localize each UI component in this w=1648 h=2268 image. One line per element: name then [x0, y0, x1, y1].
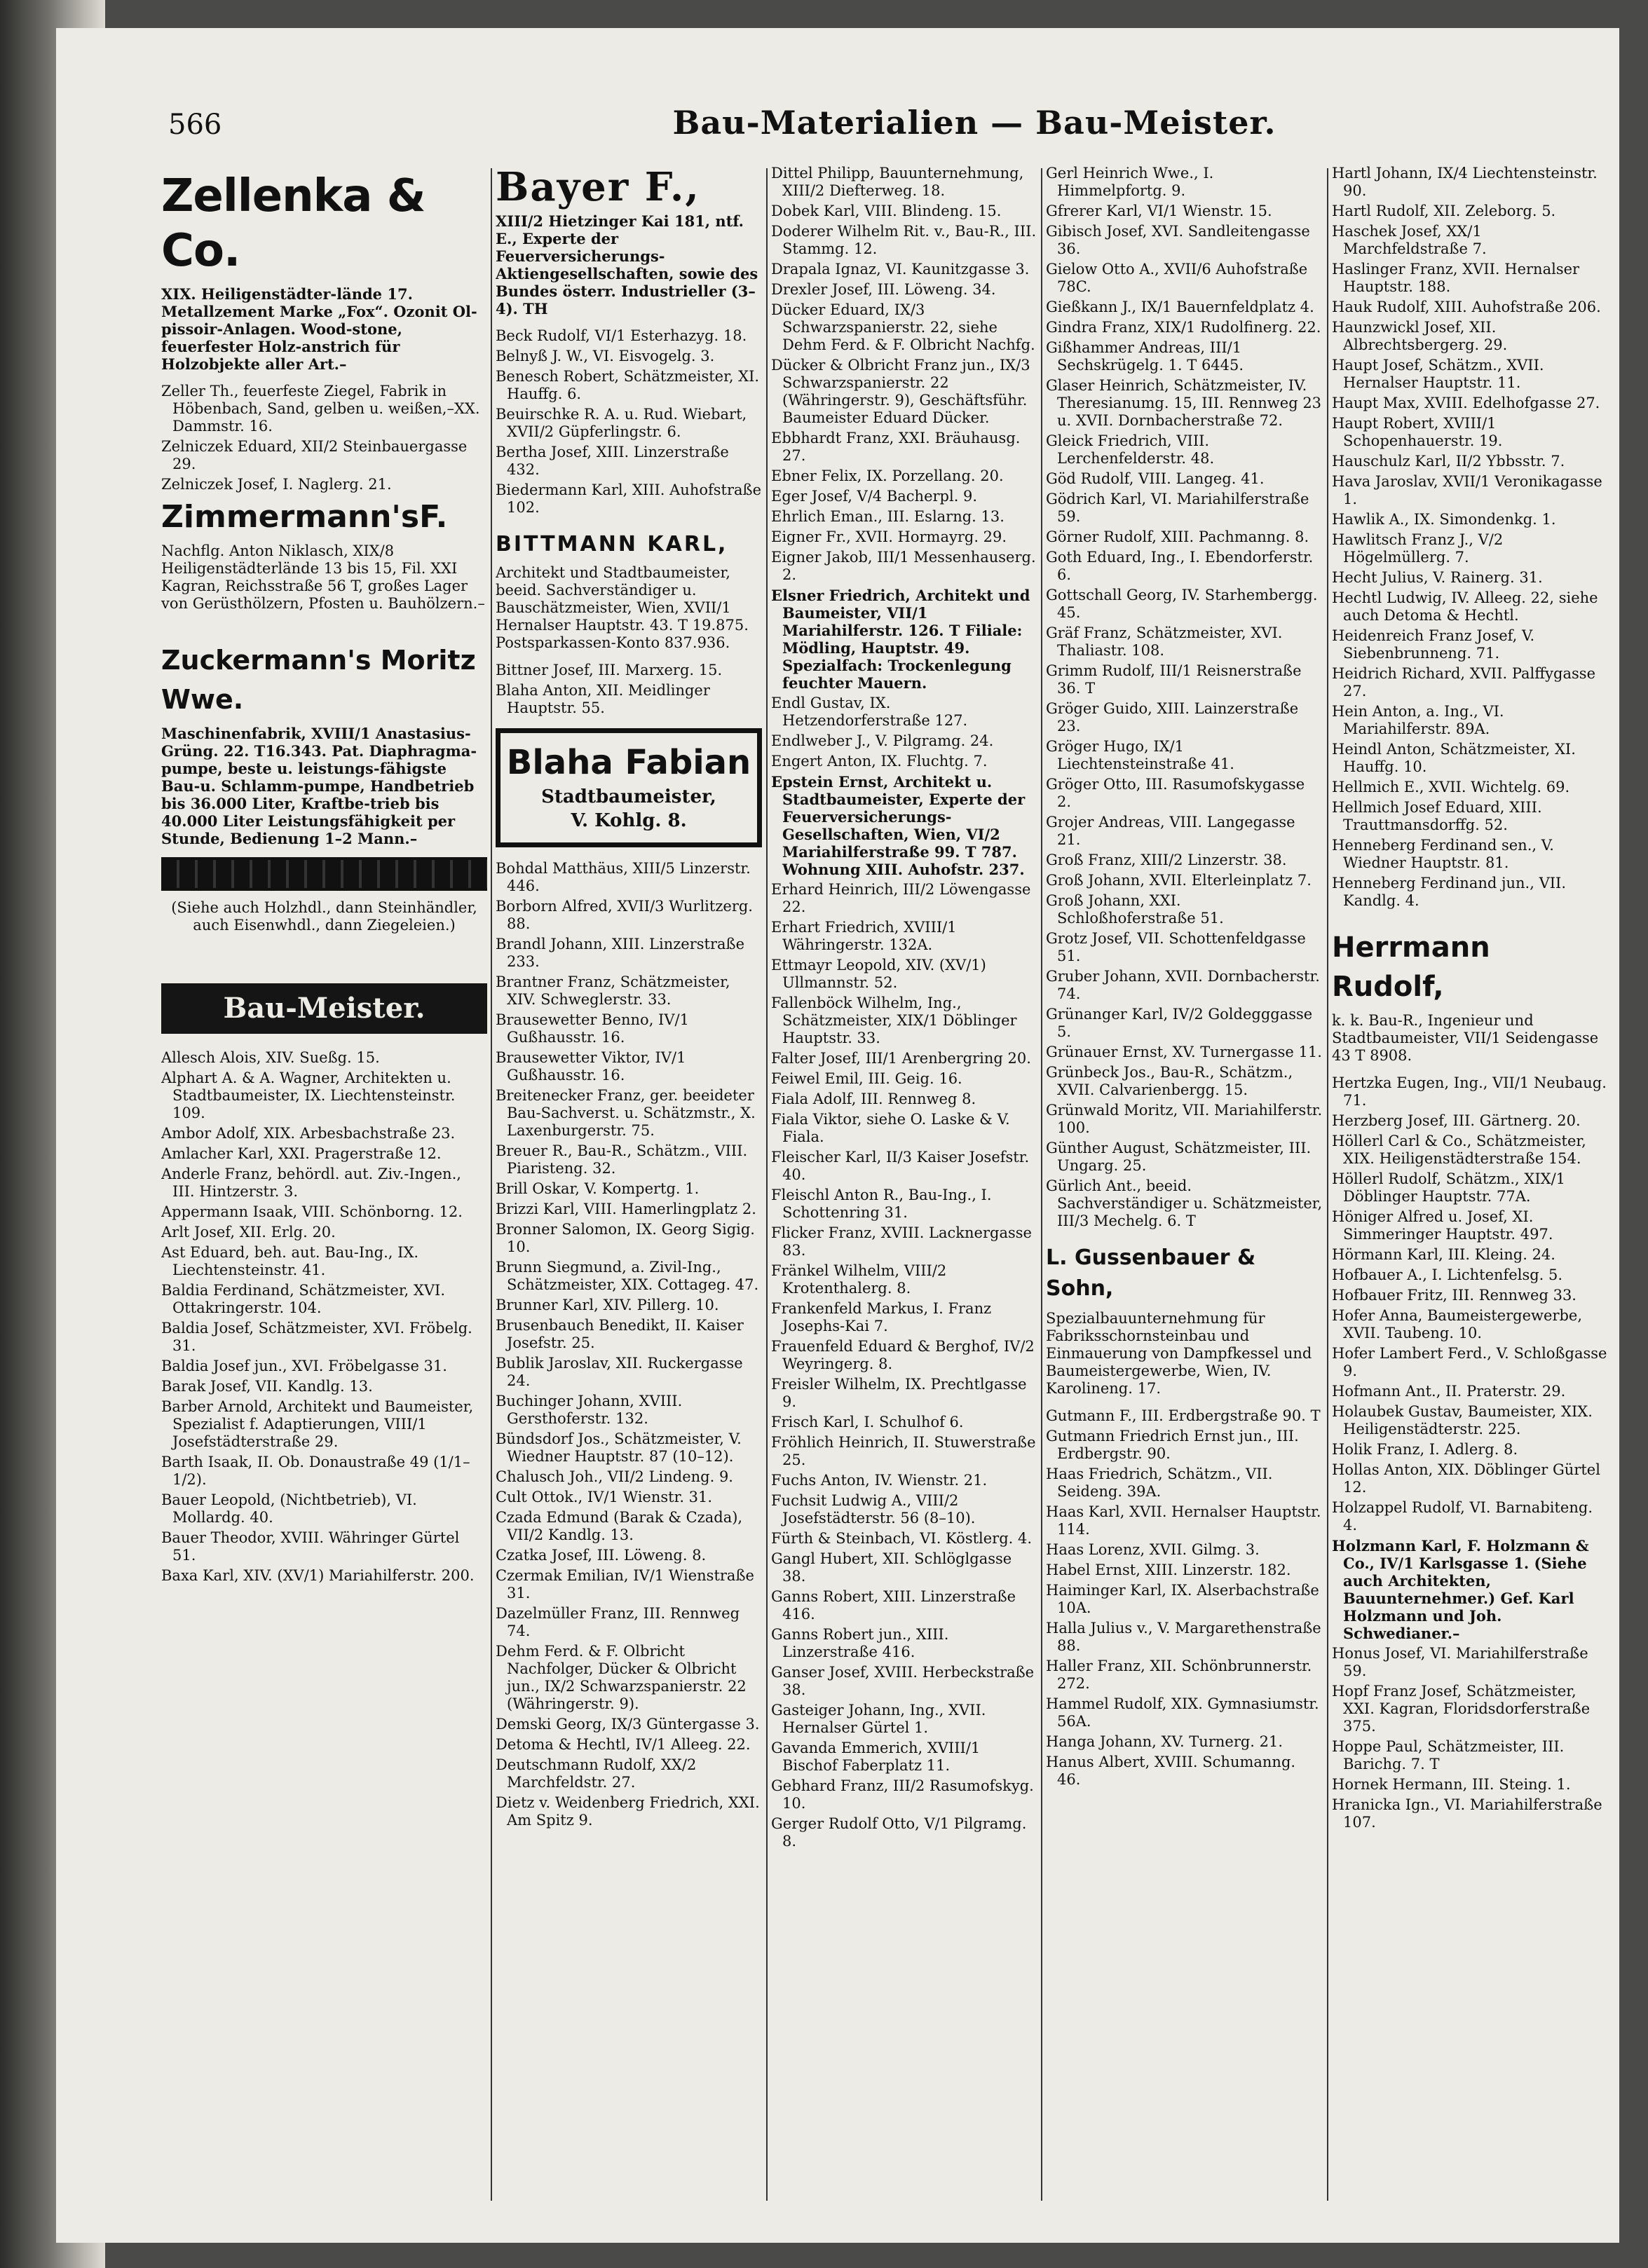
listing-entry: Gibisch Josef, XVI. Sandleitengasse 36. [1046, 223, 1310, 257]
listing-entry: Breitenecker Franz, ger. beeideter Bau-Sachverst. u. Schätzmstr., X. Laxenburgerstr. 75. [496, 1087, 756, 1139]
listing-entry: Fuchs Anton, IV. Wienstr. 21. [771, 1472, 988, 1489]
listing-entry: Ambor Adolf, XIX. Arbesbachstraße 23. [161, 1125, 456, 1142]
listing-entry: Anderle Franz, behördl. aut. Ziv.-Ingen., III. Hintzerstr. 3. [161, 1166, 461, 1200]
listing-entry: Dittel Philipp, Bauunternehmung, XIII/2 Diefterweg. 18. [771, 165, 1024, 199]
listing-entry: Heindl Anton, Schätzmeister, XI. Hauffg. 10. [1332, 741, 1576, 775]
listing-entry: Barak Josef, VII. Kandlg. 13. [161, 1378, 373, 1395]
listing-entry: Brausewetter Benno, IV/1 Gußhausstr. 16. [496, 1011, 689, 1046]
ad-bayer-text: XIII/2 Hietzinger Kai 181, ntf. E., Experte der Feuerversicherungs-Aktiengesellschaften, sowie des Bundes österr. Industrieller (3–4). TH [496, 212, 758, 317]
listing-entry: Alphart A. & A. Wagner, Architekten u. Stadtbaumeister, IX. Liechtensteinstr. 109. [161, 1070, 456, 1121]
listing-entry: Erhard Heinrich, III/2 Löwengasse 22. [771, 881, 1031, 915]
decorative-band [161, 857, 487, 891]
listing-entry: Fiala Adolf, III. Rennweg 8. [771, 1091, 976, 1107]
listing-entry: Baldia Josef, Schätzmeister, XVI. Fröbelg. 31. [161, 1320, 472, 1354]
listing-entry: Eger Josef, V/4 Bacherpl. 9. [771, 488, 978, 505]
listing-entry: Gröger Otto, III. Rasumofskygasse 2. [1046, 776, 1305, 810]
listing-entry: Ganser Josef, XVIII. Herbeckstraße 38. [771, 1664, 1035, 1698]
listing-entry: Fröhlich Heinrich, II. Stuwerstraße 25. [771, 1434, 1036, 1468]
listing-entry: Goth Eduard, Ing., I. Ebendorferstr. 6. [1046, 549, 1314, 583]
listing-entry: Habel Ernst, XIII. Linzerstr. 182. [1046, 1562, 1291, 1578]
listing-entry: Allesch Alois, XIV. Sueßg. 15. [161, 1049, 380, 1066]
listing-entry: Brunn Siegmund, a. Zivil-Ing., Schätzmeister, XIX. Cottageg. 47. [496, 1259, 759, 1293]
listing-entry: Fleischl Anton R., Bau-Ing., I. Schottenring 31. [771, 1187, 992, 1221]
listing-entry: Halla Julius v., V. Margarethenstraße 88. [1046, 1620, 1321, 1654]
page-title: Bau-Materialien — Bau-Meister. [672, 104, 1276, 142]
directory-page [56, 28, 1619, 2243]
listing-entry: Heidenreich Franz Josef, V. Siebenbrunneng. 71. [1332, 627, 1535, 662]
listing-entry: Haller Franz, XII. Schönbrunnerstr. 272. [1046, 1658, 1312, 1692]
listing-entry: Honus Josef, VI. Mariahilferstraße 59. [1332, 1645, 1588, 1679]
listing-entry: Baldia Josef jun., XVI. Fröbelgasse 31. [161, 1358, 447, 1374]
listing-entry: Hauschulz Karl, II/2 Ybbsstr. 7. [1332, 453, 1565, 470]
listing-entry: Hoppe Paul, Schätzmeister, III. Barichg. 7. T [1332, 1738, 1565, 1772]
ad-gussenbauer-name: L. Gussenbauer & Sohn, [1046, 1245, 1256, 1301]
ad-zimmermann-text: Nachflg. Anton Niklasch, XIX/8 Heiligenstädterlände 13 bis 15, Fil. XXI Kagran, Reichsstraße 56 T, großes Lager von Gerüsthölzern, Pfosten u. Bauhölzern.– [161, 542, 485, 612]
listing-entry: Hartl Rudolf, XII. Zeleborg. 5. [1332, 203, 1556, 219]
listing-entry: Grotz Josef, VII. Schottenfeldgasse 51. [1046, 930, 1306, 964]
listing-entry: Doderer Wilhelm Rit. v., Bau-R., III. Stammg. 12. [771, 223, 1037, 257]
listing-entry: Groß Johann, XVII. Elterleinplatz 7. [1046, 872, 1312, 889]
listing-entry: Hechtl Ludwig, IV. Alleeg. 22, siehe auch Detoma & Hechtl. [1332, 589, 1598, 624]
listing-entry: Holik Franz, I. Adlerg. 8. [1332, 1441, 1518, 1458]
listing-entry: Ebbhardt Franz, XXI. Bräuhausg. 27. [771, 430, 1021, 464]
listing-entry: Gutmann Friedrich Ernst jun., III. Erdbergstr. 90. [1046, 1428, 1299, 1462]
listing-entry: Detoma & Hechtl, IV/1 Alleeg. 22. [496, 1736, 751, 1753]
listing-entry: Gerl Heinrich Wwe., I. Himmelpfortg. 9. [1046, 165, 1214, 199]
listing-entry: Czatka Josef, III. Löweng. 8. [496, 1547, 707, 1564]
listing-entry: Beuirschke R. A. u. Rud. Wiebart, XVII/2 Güpferlingstr. 6. [496, 406, 747, 440]
listing-entry: Groß Franz, XIII/2 Linzerstr. 38. [1046, 852, 1287, 868]
column-rule [766, 168, 768, 2201]
column-1 [161, 165, 487, 2197]
listing-entry: Zeller Th., feuerfeste Ziegel, Fabrik in Höbenbach, Sand, gelben u. weißen,–XX. Dammstr. 16. [161, 383, 480, 435]
column-3 [771, 165, 1037, 2197]
listing-entry: Brunner Karl, XIV. Pillerg. 10. [496, 1297, 719, 1313]
column-rule [1041, 168, 1042, 2201]
listing-entry: Erhart Friedrich, XVIII/1 Währingerstr. 132A. [771, 919, 957, 953]
listing-entry: Cult Ottok., IV/1 Wienstr. 31. [496, 1489, 713, 1505]
listing-entry: Brusenbauch Benedikt, II. Kaiser Josefstr. 25. [496, 1317, 744, 1351]
listing-entry: Bauer Theodor, XVIII. Währinger Gürtel 51. [161, 1529, 460, 1564]
listing-entry: Falter Josef, III/1 Arenbergring 20. [771, 1050, 1031, 1067]
listing-entry: Dehm Ferd. & F. Olbricht Nachfolger, Dücker & Olbricht jun., IX/2 Schwarzspanierstr. 22 (Währingerstr. 9). [496, 1643, 747, 1712]
listing-entry: Freisler Wilhelm, IX. Prechtlgasse 9. [771, 1376, 1027, 1410]
ad-bittmann-name: BITTMANN KARL, [496, 532, 728, 556]
listing-entry: Endl Gustav, IX. Hetzendorferstraße 127. [771, 695, 968, 729]
listing-entry: Gutmann F., III. Erdbergstraße 90. T [1046, 1407, 1321, 1424]
listing-entry: Grojer Andreas, VIII. Langegasse 21. [1046, 814, 1295, 848]
listing-entry: Epstein Ernst, Architekt u. Stadtbaumeister, Experte der Feuerversicherungs-Gesellschaften, Wien, VI/2 Mariahilferstraße 99. T 787. Wohnung XIII. Auhofstr. 237. [771, 773, 1026, 878]
listing-entry: Dücker & Olbricht Franz jun., IX/3 Schwarzspanierstr. 22 (Währingerstr. 9), Geschäftsführ. Baumeister Eduard Dücker. [771, 357, 1030, 426]
listing-entry: Fränkel Wilhelm, VIII/2 Krotenthalerg. 8. [771, 1262, 947, 1297]
listing-entry: Göd Rudolf, VIII. Langeg. 41. [1046, 470, 1265, 487]
listing-entry: Drapala Ignaz, VI. Kaunitzgasse 3. [771, 261, 1030, 278]
listing-entry: Gürlich Ant., beeid. Sachverständiger u. Schätzmeister, III/3 Mechelg. 6. T [1046, 1177, 1323, 1229]
listing-entry: Frisch Karl, I. Schulhof 6. [771, 1414, 964, 1430]
listing-entry: Heidrich Richard, XVII. Palffygasse 27. [1332, 665, 1595, 699]
column-5 [1332, 165, 1609, 2197]
listing-entry: Gangl Hubert, XII. Schlöglgasse 38. [771, 1550, 1012, 1585]
listing-entry: Barber Arnold, Architekt und Baumeister, Spezialist f. Adaptierungen, VIII/1 Josefstädterstraße 29. [161, 1398, 474, 1450]
listing-entry: Henneberg Ferdinand sen., V. Wiedner Hauptstr. 81. [1332, 837, 1554, 871]
listing-entry: Höllerl Rudolf, Schätzm., XIX/1 Döblinger Hauptstr. 77A. [1332, 1170, 1566, 1205]
section-heading: Bau-Meister. [161, 983, 487, 1034]
listing-entry: Gruber Johann, XVII. Dornbacherstr. 74. [1046, 968, 1320, 1002]
listing-entry: Chalusch Joh., VII/2 Lindeng. 9. [496, 1468, 733, 1485]
listing-entry: Breuer R., Bau-R., Schätzm., VIII. Piaristeng. 32. [496, 1142, 748, 1177]
listing-entry: Benesch Robert, Schätzmeister, XI. Hauffg. 6. [496, 368, 760, 402]
listing-entry: Dobek Karl, VIII. Blindeng. 15. [771, 203, 1002, 219]
listing-entry: Hellmich E., XVII. Wichtelg. 69. [1332, 779, 1570, 795]
listing-entry: Gröger Hugo, IX/1 Liechtensteinstraße 41. [1046, 738, 1234, 772]
listing-entry: Baxa Karl, XIV. (XV/1) Mariahilferstr. 200. [161, 1567, 475, 1584]
column-rule [491, 168, 492, 2201]
listing-entry: Henneberg Ferdinand jun., VII. Kandlg. 4. [1332, 875, 1567, 909]
listing-entry: Brandl Johann, XIII. Linzerstraße 233. [496, 936, 744, 970]
column-2 [496, 165, 762, 2197]
listing-entry: Drexler Josef, III. Löweng. 34. [771, 281, 996, 298]
listing-entry: Brausewetter Viktor, IV/1 Gußhausstr. 16. [496, 1049, 686, 1084]
listing-entry: Ast Eduard, beh. aut. Bau-Ing., IX. Liechtensteinstr. 41. [161, 1244, 419, 1278]
listing-entry: Brantner Franz, Schätzmeister, XIV. Schweglerstr. 33. [496, 974, 730, 1008]
listing-entry: Fürth & Steinbach, VI. Köstlerg. 4. [771, 1530, 1033, 1547]
listing-entry: Hofer Lambert Ferd., V. Schloßgasse 9. [1332, 1345, 1607, 1379]
ad-zuckermann-name: Zuckermann's Moritz Wwe. [161, 645, 476, 715]
listing-entry: Hanus Albert, XVIII. Schumanng. 46. [1046, 1754, 1296, 1788]
listing-entry: Haunzwickl Josef, XII. Albrechtsbergerg. 29. [1332, 319, 1508, 353]
listing-entry: Herzberg Josef, III. Gärtnerg. 20. [1332, 1112, 1581, 1129]
listing-entry: Hofbauer Fritz, III. Rennweg 33. [1332, 1287, 1577, 1304]
ad-zimmermann-name: Zimmermann'sF. [161, 499, 448, 535]
listing-entry: Arlt Josef, XII. Erlg. 20. [161, 1224, 336, 1241]
listing-entry: Grünwald Moritz, VII. Mariahilferstr. 100. [1046, 1102, 1323, 1136]
listing-entry: Elsner Friedrich, Architekt und Baumeister, VII/1 Mariahilferstr. 126. T Filiale: Mödling, Hauptstr. 49. Spezialfach: Trockenlegung feuchter Mauern. [771, 587, 1030, 692]
listing-entry: Bohdal Matthäus, XIII/5 Linzerstr. 446. [496, 860, 751, 894]
listing-entry: Bertha Josef, XIII. Linzerstraße 432. [496, 444, 729, 478]
listing-entry: Fuchsit Ludwig A., VIII/2 Josefstädterstr. 56 (8–10). [771, 1492, 976, 1526]
listing-entry: Fleischer Karl, II/3 Kaiser Josefstr. 40. [771, 1149, 1030, 1183]
listing-entry: Hofer Anna, Baumeistergewerbe, XVII. Taubeng. 10. [1332, 1307, 1583, 1341]
listing-entry: Belnyß J. W., VI. Eisvogelg. 3. [496, 348, 715, 364]
listing-entry: Haiminger Karl, IX. Alserbachstraße 10A. [1046, 1582, 1319, 1616]
listing-entry: Gießkann J., IX/1 Bauernfeldplatz 4. [1046, 299, 1314, 315]
listing-entry: Baldia Ferdinand, Schätzmeister, XVI. Ottakringerstr. 104. [161, 1282, 445, 1316]
listing-entry: Frauenfeld Eduard & Berghof, IV/2 Weyringerg. 8. [771, 1338, 1035, 1372]
listing-entry: Zelniczek Josef, I. Naglerg. 21. [161, 476, 392, 493]
listing-entry: Endlweber J., V. Pilgramg. 24. [771, 732, 994, 749]
listing-entry: Hammel Rudolf, XIX. Gymnasiumstr. 56A. [1046, 1695, 1319, 1730]
listing-entry: Brill Oskar, V. Kompertg. 1. [496, 1180, 700, 1197]
listing-entry: Dazelmüller Franz, III. Rennweg 74. [496, 1605, 740, 1639]
listing-entry: Appermann Isaak, VIII. Schönborng. 12. [161, 1203, 463, 1220]
listing-entry: Haupt Max, XVIII. Edelhofgasse 27. [1332, 395, 1600, 411]
ad-herrmann-name: Herrmann Rudolf, [1332, 931, 1490, 1003]
listing-entry: Gödrich Karl, VI. Mariahilferstraße 59. [1046, 491, 1309, 525]
listing-entry: Ebner Felix, IX. Porzellang. 20. [771, 467, 1004, 484]
listing-entry: Hawlitsch Franz J., V/2 Högelmüllerg. 7. [1332, 531, 1504, 566]
listing-entry: Beck Rudolf, VI/1 Esterhazyg. 18. [496, 327, 747, 344]
listing-entry: Groß Johann, XXI. Schloßhoferstraße 51. [1046, 892, 1224, 927]
listing-entry: Engert Anton, IX. Fluchtg. 7. [771, 753, 988, 770]
listing-entry: Haupt Robert, XVIII/1 Schopenhauerstr. 19. [1332, 415, 1503, 449]
listing-entry: Flicker Franz, XVIII. Lacknergasse 83. [771, 1224, 1032, 1259]
listing-entry: Hörmann Karl, III. Kleing. 24. [1332, 1246, 1555, 1263]
listing-entry: Gräf Franz, Schätzmeister, XVI. Thaliastr. 108. [1046, 624, 1283, 659]
ad-blaha-name: Blaha Fabian [506, 743, 751, 782]
listing-entry: Ehrlich Eman., III. Eslarng. 13. [771, 508, 1005, 525]
listing-entry: Gielow Otto A., XVII/6 Auhofstraße 78C. [1046, 261, 1308, 295]
ad-bittmann-text: Architekt und Stadtbaumeister, beeid. Sachverständiger u. Bauschätzmeister, Wien, XVII/1 Hernalser Hauptstr. 43. T 19.875. Postsparkassen-Konto 837.936. [496, 564, 749, 651]
listing-entry: Zelniczek Eduard, XII/2 Steinbauergasse 29. [161, 438, 468, 472]
listing-entry: Holzmann Karl, F. Holzmann & Co., IV/1 Karlsgasse 1. (Siehe auch Architekten, Bauunternehmer.) Gef. Karl Holzmann und Joh. Schwedianer.– [1332, 1537, 1589, 1642]
listing-entry: Frankenfeld Markus, I. Franz Josephs-Kai 7. [771, 1300, 992, 1334]
listing-entry: Gerger Rudolf Otto, V/1 Pilgramg. 8. [771, 1815, 1027, 1850]
listing-entry: Haschek Josef, XX/1 Marchfeldstraße 7. [1332, 223, 1487, 257]
listing-entry: Bublik Jaroslav, XII. Ruckergasse 24. [496, 1355, 743, 1389]
listing-entry: Bauer Leopold, (Nichtbetrieb), VI. Mollardg. 40. [161, 1491, 417, 1526]
listing-entry: Hecht Julius, V. Rainerg. 31. [1332, 569, 1543, 586]
listing-entry: Glaser Heinrich, Schätzmeister, IV. Theresianumg. 15, III. Rennweg 23 u. XVII. Dornbacherstraße 72. [1046, 377, 1322, 429]
listing-entry: Czada Edmund (Barak & Czada), VII/2 Kandlg. 13. [496, 1509, 743, 1543]
listing-entry: Höllerl Carl & Co., Schätzmeister, XIX. Heiligenstädterstraße 154. [1332, 1133, 1586, 1167]
listing-entry: Grünanger Karl, IV/2 Goldegggasse 5. [1046, 1006, 1313, 1040]
listing-entry: Gleick Friedrich, VIII. Lerchenfelderstr. 48. [1046, 432, 1215, 467]
listing-entry: Hranicka Ign., VI. Mariahilferstraße 107. [1332, 1796, 1602, 1831]
listing-entry: Hawlik A., IX. Simondenkg. 1. [1332, 511, 1556, 528]
listing-entry: Biedermann Karl, XIII. Auhofstraße 102. [496, 481, 762, 516]
listing-entry: Günther August, Schätzmeister, III. Ungarg. 25. [1046, 1140, 1312, 1174]
ad-blaha-line1: Stadtbaumeister, [541, 786, 716, 807]
column-4 [1046, 165, 1323, 2197]
ad-bayer-name: Bayer F., [496, 165, 700, 210]
listing-entry: Höniger Alfred u. Josef, XI. Simmeringer Hauptstr. 497. [1332, 1208, 1553, 1243]
page-header [56, 84, 1619, 140]
listing-entry: Hellmich Josef Eduard, XIII. Trauttmansdorffg. 52. [1332, 799, 1542, 833]
listing-entry: Görner Rudolf, XIII. Pachmanng. 8. [1046, 528, 1309, 545]
listing-entry: Blaha Anton, XII. Meidlinger Hauptstr. 55. [496, 682, 710, 716]
listing-entry: Borborn Alfred, XVII/3 Wurlitzerg. 88. [496, 898, 753, 932]
listing-entry: Haas Friedrich, Schätzm., VII. Seideng. 39A. [1046, 1466, 1273, 1500]
listing-entry: Buchinger Johann, XVIII. Gersthoferstr. 132. [496, 1393, 683, 1427]
listing-entry: Barth Isaak, II. Ob. Donaustraße 49 (1/1–1/2). [161, 1454, 470, 1488]
listing-entry: Grimm Rudolf, III/1 Reisnerstraße 36. T [1046, 662, 1302, 697]
listing-entry: Fallenböck Wilhelm, Ing., Schätzmeister, XIX/1 Döblinger Hauptstr. 33. [771, 995, 1017, 1046]
listing-entry: Eigner Fr., XVII. Hormayrg. 29. [771, 528, 1007, 545]
ad-blaha-box [496, 728, 762, 847]
listing-entry: Ganns Robert jun., XIII. Linzerstraße 416. [771, 1626, 949, 1660]
listing-entry: Hava Jaroslav, XVII/1 Veronikagasse 1. [1332, 473, 1602, 507]
listing-entry: Hofbauer A., I. Lichtenfelsg. 5. [1332, 1266, 1563, 1283]
ad-zellenka-name: Zellenka & Co. [161, 170, 425, 277]
listing-entry: Gasteiger Johann, Ing., XVII. Hernalser Gürtel 1. [771, 1702, 986, 1736]
listing-entry: Hein Anton, a. Ing., VI. Mariahilferstr. 89A. [1332, 703, 1504, 737]
listing-entry: Hollas Anton, XIX. Döblinger Gürtel 12. [1332, 1461, 1600, 1496]
ad-zuckermann-text: Maschinenfabrik, XVIII/1 Anastasius-Grüng. 22. T16.343. Pat. Diaphragma-pumpe, beste u. leistungs-fähigste Bau-u. Schlamm-pumpe, Handbetrieb bis 36.000 Liter, Kraftbe-trieb bis 40.000 Liter Leistungsfähigkeit per Stunde, Bedienung 1–2 Mann.– [161, 725, 477, 847]
listing-entry: Gindra Franz, XIX/1 Rudolfinerg. 22. [1046, 319, 1321, 336]
listing-entry: Gottschall Georg, IV. Starhembergg. 45. [1046, 587, 1318, 621]
page-number: 566 [168, 109, 222, 141]
listing-entry: Holaubek Gustav, Baumeister, XIX. Heiligenstädterstr. 225. [1332, 1403, 1593, 1437]
listing-entry: Fiala Viktor, siehe O. Laske & V. Fiala. [771, 1111, 1010, 1145]
ad-blaha-line2: V. Kohlg. 8. [571, 810, 687, 831]
listing-entry: Gfrerer Karl, VI/1 Wienstr. 15. [1046, 203, 1272, 219]
listing-entry: Hofmann Ant., II. Praterstr. 29. [1332, 1383, 1566, 1400]
listing-entry: Czermak Emilian, IV/1 Wienstraße 31. [496, 1567, 754, 1601]
listing-entry: Bittner Josef, III. Marxerg. 15. [496, 662, 723, 678]
listing-entry: Hertzka Eugen, Ing., VII/1 Neubaug. 71. [1332, 1074, 1607, 1109]
listing-entry: Bronner Salomon, IX. Georg Sigig. 10. [496, 1221, 755, 1255]
ad-herrmann-text: k. k. Bau-R., Ingenieur und Stadtbaumeister, VII/1 Seidengasse 43 T 8908. [1332, 1012, 1599, 1064]
listing-entry: Feiwel Emil, III. Geig. 16. [771, 1070, 962, 1087]
listing-entry: Brizzi Karl, VIII. Hamerlingplatz 2. [496, 1201, 756, 1217]
listing-entry: Hauk Rudolf, XIII. Auhofstraße 206. [1332, 299, 1601, 315]
listing-entry: Hanga Johann, XV. Turnerg. 21. [1046, 1733, 1283, 1750]
listing-entry: Dücker Eduard, IX/3 Schwarzspanierstr. 22, siehe Dehm Ferd. & F. Olbricht Nachfg. [771, 301, 1035, 353]
column-rule [1327, 168, 1328, 2201]
listing-entry: Gebhard Franz, III/2 Rasumofskyg. 10. [771, 1777, 1034, 1812]
listing-entry: Hartl Johann, IX/4 Liechtensteinstr. 90. [1332, 165, 1598, 199]
ad-zellenka-text: XIX. Heiligenstädter-lände 17. Metallzement Marke „Fox“. Ozonit Ol-pissoir-Anlagen. Wood-stone, feuerfester Holz-anstrich für Holzobjekte aller Art.– [161, 285, 477, 373]
listing-entry: Eigner Jakob, III/1 Messenhauserg. 2. [771, 549, 1036, 583]
listing-entry: Deutschmann Rudolf, XX/2 Marchfeldstr. 27. [496, 1756, 697, 1791]
listing-entry: Ettmayr Leopold, XIV. (XV/1) Ullmannstr. 52. [771, 957, 986, 991]
listing-entry: Gavanda Emmerich, XVIII/1 Bischof Faberplatz 11. [771, 1740, 981, 1774]
listing-entry: Haslinger Franz, XVII. Hernalser Hauptstr. 188. [1332, 261, 1580, 295]
listing-entry: Amlacher Karl, XXI. Pragerstraße 12. [161, 1145, 442, 1162]
listing-entry: Demski Georg, IX/3 Güntergasse 3. [496, 1716, 760, 1733]
listing-entry: Gißhammer Andreas, III/1 Sechskrügelg. 1. T 6445. [1046, 339, 1244, 374]
listing-entry: Grünbeck Jos., Bau-R., Schätzm., XVII. Calvarienbergg. 15. [1046, 1064, 1293, 1098]
listing-entry: Haupt Josef, Schätzm., XVII. Hernalser Hauptstr. 11. [1332, 357, 1544, 391]
listing-entry: Dietz v. Weidenberg Friedrich, XXI. Am Spitz 9. [496, 1794, 760, 1829]
listing-entry: Grünauer Ernst, XV. Turnergasse 11. [1046, 1044, 1322, 1060]
listing-entry: Haas Karl, XVII. Hernalser Hauptstr. 114. [1046, 1503, 1321, 1538]
listing-entry: Haas Lorenz, XVII. Gilmg. 3. [1046, 1541, 1260, 1558]
listing-entry: Bündsdorf Jos., Schätzmeister, V. Wiedner Hauptstr. 87 (10–12). [496, 1430, 742, 1465]
ad-gussenbauer-text: Spezialbauunternehmung für Fabriksschornsteinbau und Einmauerung von Dampfkessel und Baumeistergewerbe, Wien, IV. Karolineng. 17. [1046, 1310, 1312, 1397]
see-also-note: (Siehe auch Holzhdl., dann Steinhändler, auch Eisenwhdl., dann Ziegeleien.) [171, 899, 477, 934]
listing-entry: Holzappel Rudolf, VI. Barnabiteng. 4. [1332, 1499, 1593, 1533]
listing-entry: Hopf Franz Josef, Schätzmeister, XXI. Kagran, Floridsdorferstraße 375. [1332, 1683, 1591, 1735]
listing-entry: Ganns Robert, XIII. Linzerstraße 416. [771, 1588, 1016, 1623]
listing-entry: Gröger Guido, XIII. Lainzerstraße 23. [1046, 700, 1299, 735]
listing-entry: Hornek Hermann, III. Steing. 1. [1332, 1776, 1571, 1793]
